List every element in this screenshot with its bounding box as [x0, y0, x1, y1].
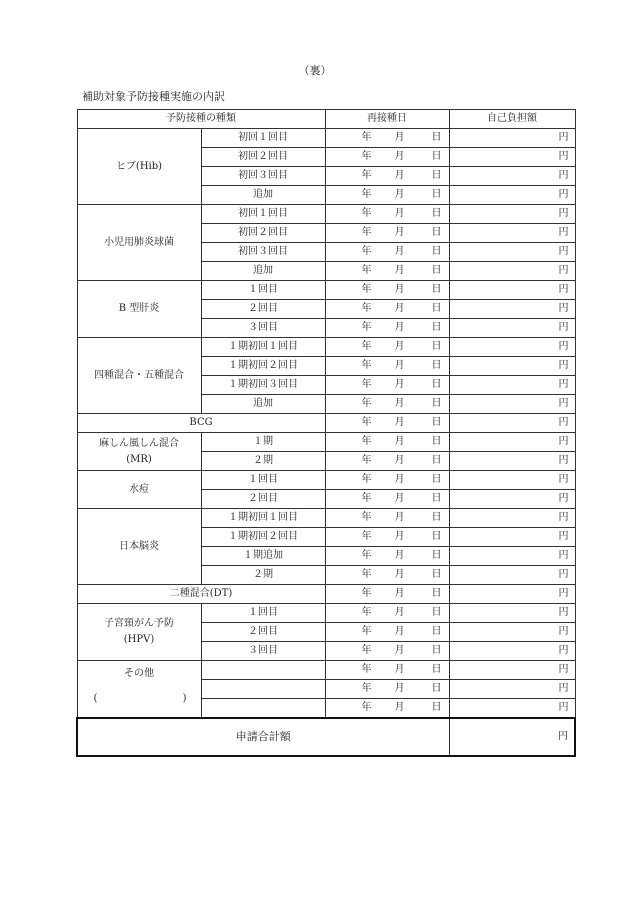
- vaccine-name-other: [77, 661, 201, 719]
- amount-cell[interactable]: 円: [449, 357, 575, 376]
- day-unit: 日: [431, 569, 442, 580]
- day-unit: 日: [431, 474, 442, 485]
- dose-label: 追加: [201, 186, 325, 205]
- table-row: [77, 661, 575, 680]
- paren-open: (: [93, 693, 98, 704]
- month-unit: 月: [394, 189, 405, 200]
- amount-cell[interactable]: 円: [449, 490, 575, 509]
- year-unit: 年: [361, 455, 372, 466]
- year-unit: 年: [361, 702, 372, 713]
- dose-input[interactable]: [201, 661, 325, 680]
- month-unit: 月: [394, 265, 405, 276]
- amount-cell[interactable]: 円: [449, 642, 575, 661]
- date-cell[interactable]: [325, 452, 449, 471]
- vaccine-name-mr-line1: 麻しん風しん混合: [99, 437, 179, 449]
- vaccination-table: [76, 109, 576, 757]
- year-unit: 年: [361, 569, 372, 580]
- month-unit: 月: [394, 341, 405, 352]
- page-title: （裏）: [298, 64, 332, 77]
- vaccine-name-japanese-encephalitis: 日本脳炎: [77, 509, 201, 585]
- year-unit: 年: [361, 626, 372, 637]
- day-unit: 日: [431, 189, 442, 200]
- amount-cell[interactable]: 円: [449, 566, 575, 585]
- table-row: [77, 414, 575, 433]
- day-unit: 日: [431, 360, 442, 371]
- day-unit: 日: [431, 227, 442, 238]
- table-row: [77, 281, 575, 300]
- dose-label: 追加: [201, 395, 325, 414]
- table-row: [77, 129, 575, 148]
- dose-label: ３回目: [201, 642, 325, 661]
- dose-label: １回目: [201, 471, 325, 490]
- table-row: [77, 471, 575, 490]
- amount-cell[interactable]: 円: [449, 395, 575, 414]
- date-cell[interactable]: [325, 376, 449, 395]
- day-unit: 日: [431, 303, 442, 314]
- day-unit: 日: [431, 132, 442, 143]
- amount-cell[interactable]: 円: [449, 186, 575, 205]
- year-unit: 年: [361, 170, 372, 181]
- day-unit: 日: [431, 208, 442, 219]
- date-cell[interactable]: [325, 224, 449, 243]
- dose-label: 追加: [201, 262, 325, 281]
- total-row: [77, 718, 575, 756]
- day-unit: 日: [431, 246, 442, 257]
- date-cell[interactable]: [325, 357, 449, 376]
- vaccine-name-varicella: 水痘: [77, 471, 201, 509]
- year-unit: 年: [361, 664, 372, 675]
- year-unit: 年: [361, 151, 372, 162]
- paren-close: ): [182, 693, 187, 704]
- day-unit: 日: [431, 151, 442, 162]
- date-cell[interactable]: [325, 642, 449, 661]
- vaccine-name-pneumococcal: 小児用肺炎球菌: [77, 205, 201, 281]
- month-unit: 月: [394, 588, 405, 599]
- date-cell[interactable]: [325, 186, 449, 205]
- amount-cell[interactable]: 円: [449, 509, 575, 528]
- header-vaccine-type: 予防接種の種類: [77, 110, 325, 129]
- month-unit: 月: [394, 645, 405, 656]
- dose-label: １期初回２回目: [201, 528, 325, 547]
- day-unit: 日: [431, 284, 442, 295]
- table-row: [77, 338, 575, 357]
- day-unit: 日: [431, 417, 442, 428]
- vaccine-name-bcg: BCG: [77, 414, 325, 433]
- date-cell[interactable]: [325, 243, 449, 262]
- month-unit: 月: [394, 417, 405, 428]
- month-unit: 月: [394, 227, 405, 238]
- year-unit: 年: [361, 341, 372, 352]
- dose-label: １期追加: [201, 547, 325, 566]
- day-unit: 日: [431, 265, 442, 276]
- dose-label: 初回３回目: [201, 167, 325, 186]
- date-cell[interactable]: [325, 623, 449, 642]
- dose-label: 初回１回目: [201, 205, 325, 224]
- vaccine-name-hepatitis-b: B 型肝炎: [77, 281, 201, 338]
- date-cell[interactable]: [325, 205, 449, 224]
- date-cell[interactable]: [325, 680, 449, 699]
- date-cell[interactable]: [325, 661, 449, 680]
- vaccine-name-hib: ヒブ(Hib): [77, 129, 201, 205]
- month-unit: 月: [394, 569, 405, 580]
- year-unit: 年: [361, 512, 372, 523]
- amount-cell[interactable]: 円: [449, 281, 575, 300]
- day-unit: 日: [431, 626, 442, 637]
- month-unit: 月: [394, 170, 405, 181]
- amount-cell[interactable]: 円: [449, 414, 575, 433]
- year-unit: 年: [361, 493, 372, 504]
- year-unit: 年: [361, 265, 372, 276]
- date-cell[interactable]: [325, 129, 449, 148]
- header-cost: 自己負担額: [449, 110, 575, 129]
- table-row: [77, 585, 575, 604]
- amount-cell[interactable]: 円: [449, 205, 575, 224]
- amount-cell[interactable]: 円: [449, 376, 575, 395]
- dose-label: 初回３回目: [201, 243, 325, 262]
- amount-cell[interactable]: 円: [449, 262, 575, 281]
- month-unit: 月: [394, 512, 405, 523]
- dose-label: 初回１回目: [201, 129, 325, 148]
- section-title: 補助対象予防接種実施の内訳: [82, 90, 225, 103]
- year-unit: 年: [361, 379, 372, 390]
- vaccine-name-combined: 四種混合・五種混合: [77, 338, 201, 414]
- amount-cell[interactable]: 円: [449, 129, 575, 148]
- year-unit: 年: [361, 398, 372, 409]
- month-unit: 月: [394, 322, 405, 333]
- year-unit: 年: [361, 227, 372, 238]
- month-unit: 月: [394, 531, 405, 542]
- date-cell[interactable]: [325, 585, 449, 604]
- date-cell[interactable]: [325, 471, 449, 490]
- day-unit: 日: [431, 512, 442, 523]
- day-unit: 日: [431, 398, 442, 409]
- header-row: [77, 110, 575, 129]
- year-unit: 年: [361, 550, 372, 561]
- amount-cell[interactable]: 円: [449, 167, 575, 186]
- vaccine-name-hpv-line1: 子宮頸がん予防: [104, 618, 174, 629]
- date-cell[interactable]: [325, 433, 449, 452]
- date-cell[interactable]: [325, 281, 449, 300]
- table-row: [77, 205, 575, 224]
- total-label: 申請合計額: [77, 718, 449, 756]
- table-row: [77, 433, 575, 452]
- dose-label: １期初回１回目: [201, 509, 325, 528]
- date-cell[interactable]: [325, 148, 449, 167]
- day-unit: 日: [431, 607, 442, 618]
- day-unit: 日: [431, 588, 442, 599]
- month-unit: 月: [394, 303, 405, 314]
- month-unit: 月: [394, 284, 405, 295]
- year-unit: 年: [361, 531, 372, 542]
- amount-cell[interactable]: 円: [449, 528, 575, 547]
- dose-label: １期初回２回目: [201, 357, 325, 376]
- day-unit: 日: [431, 493, 442, 504]
- amount-cell[interactable]: 円: [449, 338, 575, 357]
- dose-label: 初回２回目: [201, 148, 325, 167]
- day-unit: 日: [431, 531, 442, 542]
- dose-label: ３回目: [201, 319, 325, 338]
- table-row: [77, 604, 575, 623]
- year-unit: 年: [361, 303, 372, 314]
- amount-cell[interactable]: 円: [449, 680, 575, 699]
- year-unit: 年: [361, 588, 372, 599]
- month-unit: 月: [394, 246, 405, 257]
- year-unit: 年: [361, 436, 372, 447]
- day-unit: 日: [431, 645, 442, 656]
- date-cell[interactable]: [325, 566, 449, 585]
- month-unit: 月: [394, 702, 405, 713]
- month-unit: 月: [394, 607, 405, 618]
- month-unit: 月: [394, 664, 405, 675]
- vaccine-name-hpv-line2: (HPV): [123, 634, 155, 645]
- month-unit: 月: [394, 550, 405, 561]
- amount-cell[interactable]: 円: [449, 623, 575, 642]
- amount-cell[interactable]: 円: [449, 433, 575, 452]
- date-cell[interactable]: [325, 338, 449, 357]
- dose-label: ２回目: [201, 490, 325, 509]
- month-unit: 月: [394, 360, 405, 371]
- day-unit: 日: [431, 341, 442, 352]
- date-cell[interactable]: [325, 509, 449, 528]
- amount-cell[interactable]: 円: [449, 699, 575, 719]
- dose-label: ２期: [201, 452, 325, 471]
- dose-label: ２期: [201, 566, 325, 585]
- amount-cell[interactable]: 円: [449, 148, 575, 167]
- day-unit: 日: [431, 664, 442, 675]
- month-unit: 月: [394, 132, 405, 143]
- month-unit: 月: [394, 379, 405, 390]
- amount-cell[interactable]: 円: [449, 452, 575, 471]
- amount-cell[interactable]: 円: [449, 300, 575, 319]
- dose-label: ２回目: [201, 300, 325, 319]
- dose-label: 初回２回目: [201, 224, 325, 243]
- year-unit: 年: [361, 360, 372, 371]
- dose-label: １期初回１回目: [201, 338, 325, 357]
- header-date: 再接種日: [325, 110, 449, 129]
- date-cell[interactable]: [325, 547, 449, 566]
- year-unit: 年: [361, 322, 372, 333]
- amount-cell[interactable]: 円: [449, 604, 575, 623]
- month-unit: 月: [394, 208, 405, 219]
- day-unit: 日: [431, 170, 442, 181]
- amount-cell[interactable]: 円: [449, 243, 575, 262]
- day-unit: 日: [431, 550, 442, 561]
- month-unit: 月: [394, 436, 405, 447]
- dose-label: １期初回３回目: [201, 376, 325, 395]
- date-cell[interactable]: [325, 167, 449, 186]
- amount-cell[interactable]: 円: [449, 585, 575, 604]
- vaccine-name-other-label: その他: [124, 668, 154, 679]
- table-row: [77, 509, 575, 528]
- date-cell[interactable]: [325, 319, 449, 338]
- date-cell[interactable]: [325, 490, 449, 509]
- month-unit: 月: [394, 455, 405, 466]
- amount-cell[interactable]: 円: [449, 471, 575, 490]
- date-cell[interactable]: [325, 699, 449, 719]
- vaccine-name-hpv: [77, 604, 201, 661]
- other-specify-field[interactable]: [78, 684, 201, 714]
- year-unit: 年: [361, 189, 372, 200]
- day-unit: 日: [431, 702, 442, 713]
- year-unit: 年: [361, 284, 372, 295]
- dose-input[interactable]: [201, 699, 325, 719]
- year-unit: 年: [361, 474, 372, 485]
- dose-input[interactable]: [201, 680, 325, 699]
- amount-cell[interactable]: 円: [449, 661, 575, 680]
- dose-label: ２回目: [201, 623, 325, 642]
- month-unit: 月: [394, 683, 405, 694]
- total-amount-cell[interactable]: 円: [449, 718, 575, 756]
- dose-label: １回目: [201, 604, 325, 623]
- dose-label: １期: [201, 433, 325, 452]
- date-cell[interactable]: [325, 528, 449, 547]
- date-cell[interactable]: [325, 262, 449, 281]
- year-unit: 年: [361, 607, 372, 618]
- month-unit: 月: [394, 398, 405, 409]
- vaccine-name-mr: [77, 433, 201, 471]
- amount-cell[interactable]: 円: [449, 547, 575, 566]
- date-cell[interactable]: [325, 300, 449, 319]
- amount-cell[interactable]: 円: [449, 319, 575, 338]
- date-cell[interactable]: [325, 604, 449, 623]
- date-cell[interactable]: [325, 414, 449, 433]
- dose-label: １回目: [201, 281, 325, 300]
- day-unit: 日: [431, 683, 442, 694]
- day-unit: 日: [431, 436, 442, 447]
- day-unit: 日: [431, 379, 442, 390]
- day-unit: 日: [431, 322, 442, 333]
- date-cell[interactable]: [325, 395, 449, 414]
- year-unit: 年: [361, 132, 372, 143]
- vaccine-name-dt: 二種混合(DT): [77, 585, 325, 604]
- year-unit: 年: [361, 683, 372, 694]
- month-unit: 月: [394, 626, 405, 637]
- year-unit: 年: [361, 417, 372, 428]
- month-unit: 月: [394, 151, 405, 162]
- year-unit: 年: [361, 208, 372, 219]
- day-unit: 日: [431, 455, 442, 466]
- vaccine-name-mr-line2: (MR): [126, 453, 152, 465]
- month-unit: 月: [394, 474, 405, 485]
- year-unit: 年: [361, 246, 372, 257]
- year-unit: 年: [361, 645, 372, 656]
- month-unit: 月: [394, 493, 405, 504]
- amount-cell[interactable]: 円: [449, 224, 575, 243]
